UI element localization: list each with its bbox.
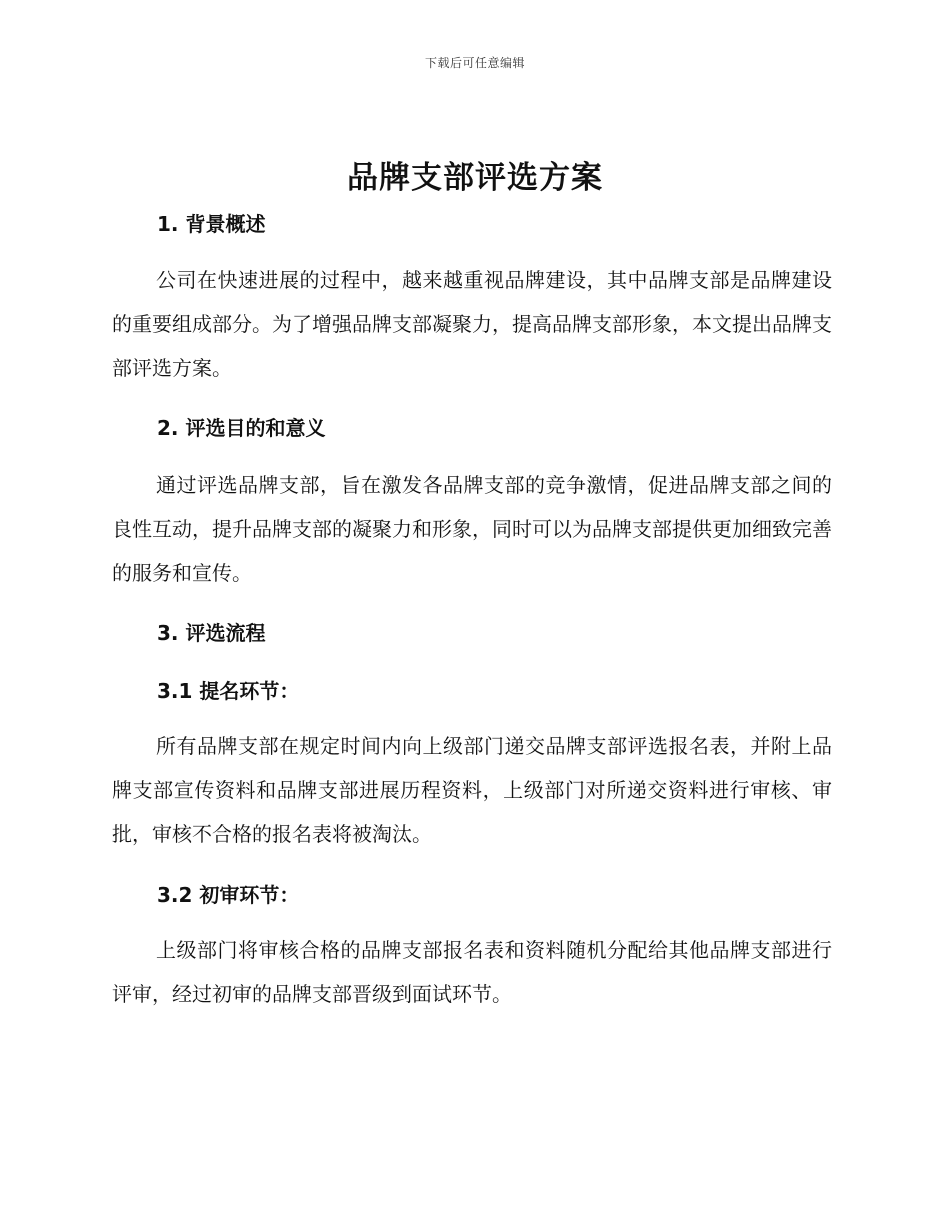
section-heading-purpose: 2. 评选目的和意义 xyxy=(157,416,326,440)
section-paragraph-nomination: 所有品牌支部在规定时间内向上级部门递交品牌支部评选报名表，并附上品牌支部宣传资料和品牌支部进展历程资料，上级部门对所递交资料进行审核、审批，审核不合格的报名表将被淘汰。 xyxy=(112,734,832,846)
section-heading-background: 1. 背景概述 xyxy=(157,212,266,236)
document-title: 品牌支部评选方案 xyxy=(347,160,603,196)
section-heading-process: 3. 评选流程 xyxy=(157,621,266,645)
header-note: 下载后可任意编辑 xyxy=(424,56,525,70)
section-paragraph-purpose: 通过评选品牌支部，旨在激发各品牌支部的竞争激情，促进品牌支部之间的良性互动，提升品牌支部的凝聚力和形象，同时可以为品牌支部提供更加细致完善的服务和宣传。 xyxy=(112,473,832,585)
section-heading-nomination: 3.1 提名环节： xyxy=(157,679,300,703)
section-heading-preliminary-review: 3.2 初审环节： xyxy=(157,883,300,907)
section-paragraph-preliminary-review: 上级部门将审核合格的品牌支部报名表和资料随机分配给其他品牌支部进行评审，经过初审的品牌支部晋级到面试环节。 xyxy=(112,938,832,1006)
section-paragraph-background: 公司在快速进展的过程中，越来越重视品牌建设，其中品牌支部是品牌建设的重要组成部分。为了增强品牌支部凝聚力，提高品牌支部形象，本文提出品牌支部评选方案。 xyxy=(112,268,832,380)
